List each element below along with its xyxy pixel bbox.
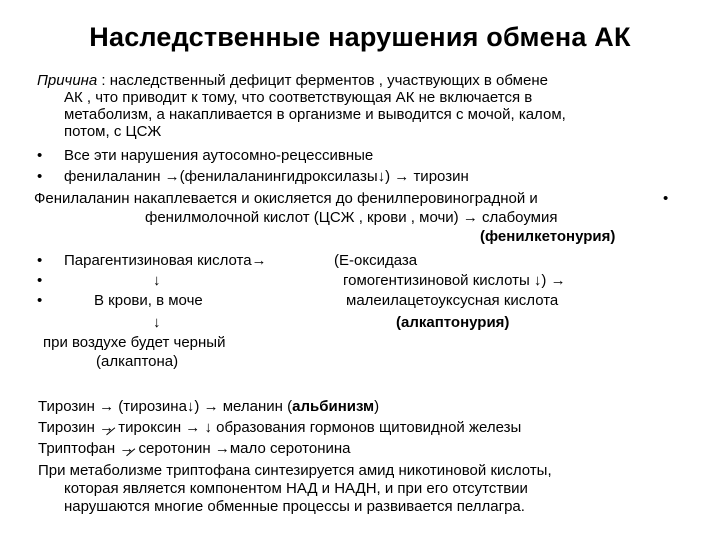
tyrosine-melanin-line xyxy=(38,398,379,415)
bullet-marker: • xyxy=(37,168,43,185)
e-oxidase: (Е-оксидаза xyxy=(334,252,418,269)
tryptophan-serotonin-line xyxy=(38,440,350,457)
homogentisic-deficit: гомогентизиновой кислоты ↓) → xyxy=(343,272,566,289)
bullet-marker: • xyxy=(37,292,43,309)
cause-line-3: метаболизм, а накапливается в организме и выводится с мочой, калом, xyxy=(64,106,566,123)
phenylketonuria-label: (фенилкетонурия) xyxy=(480,228,616,245)
alkaptonuria-label: (алкаптонурия) xyxy=(396,314,510,331)
bullet-marker: • xyxy=(663,190,669,207)
serotonin-text: серотонин →мало серотонина xyxy=(134,440,351,457)
tryptophan-word: Триптофан xyxy=(38,440,120,457)
pellagra-line-3: нарушаются многие обменные процессы и развивается пеллагра. xyxy=(64,498,525,515)
slide-title: Наследственные нарушения обмена АК xyxy=(89,22,631,52)
bullet-marker: • xyxy=(37,272,43,289)
pellagra-line-2: которая является компонентом НАД и НАДН, и при его отсутствии xyxy=(64,480,528,497)
bullet-phenylalanine: фенилаланин →(фенилаланингидроксилазы↓) → тирозин xyxy=(64,168,469,185)
blocked-arrow: → xyxy=(99,419,115,436)
cause-line-2: АК , что приводит к тому, что соответствующая АК не включается в xyxy=(64,89,533,106)
bullet-autosomal: Все эти нарушения аутосомно-рецессивные xyxy=(64,147,374,164)
cause-label: Причина xyxy=(37,72,98,89)
bullet-marker: • xyxy=(37,147,43,164)
cause-line-1 xyxy=(37,72,548,89)
thyroxine-text: тироксин → ↓ образования гормонов щитовидной железы xyxy=(114,419,522,436)
tyrosine-thyroxine-line xyxy=(38,419,521,436)
phenyl-line-1: Фенилаланин накаплевается и окисляется до фенилперовиноградной и xyxy=(34,190,538,207)
alkaptone: (алкаптона) xyxy=(96,353,179,370)
tyrosine-word: Тирозин xyxy=(38,419,100,436)
in-blood-urine: В крови, в моче xyxy=(94,292,203,309)
maleylacetoacetic-acid: малеилацетоуксусная кислота xyxy=(346,292,559,309)
turns-black: при воздухе будет черный xyxy=(43,334,226,351)
blocked-arrow: → xyxy=(119,440,135,457)
down-arrow: ↓ xyxy=(153,272,161,289)
pellagra-line-1: При метаболизме триптофана синтезируется амид никотиновой кислоты, xyxy=(38,462,552,479)
down-arrow: ↓ xyxy=(153,314,161,331)
bullet-marker: • xyxy=(37,252,43,269)
cause-text: : наследственный дефицит ферментов , участвующих в обмене xyxy=(97,72,548,89)
phenyl-line-2: фенилмолочной кислот (ЦСЖ , крови , мочи) → слабоумия xyxy=(145,209,558,226)
tyrosine-line-close: ) xyxy=(374,398,380,415)
homogentisic-acid: Парагентизиновая кислота→ xyxy=(64,252,267,269)
tyrosine-line-text: Тирозин → (тирозина↓) → меланин ( xyxy=(38,398,293,415)
albinism-label: альбинизм xyxy=(292,398,375,415)
cause-line-4: потом, с ЦСЖ xyxy=(64,123,162,140)
